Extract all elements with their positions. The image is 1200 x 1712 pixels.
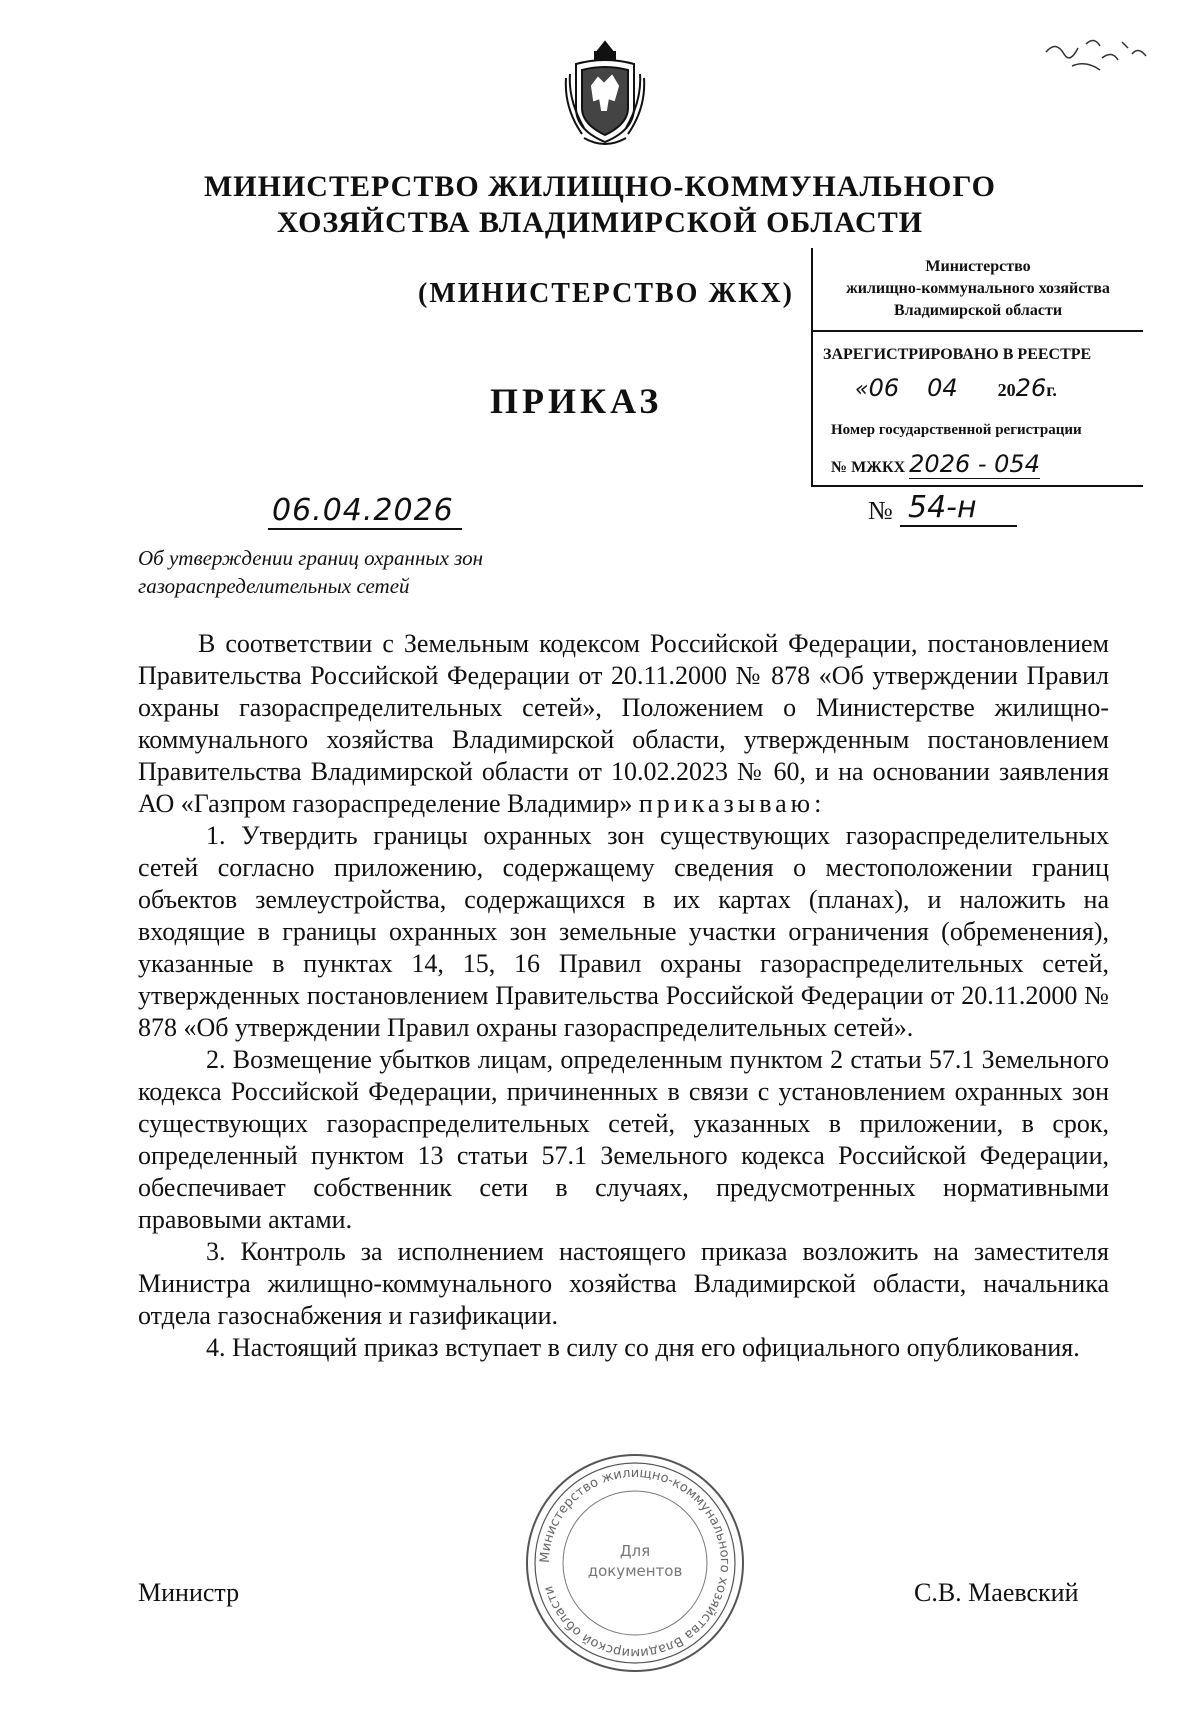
order-number: 54-н xyxy=(900,490,1017,527)
order-item-2: 2. Возмещение убытков лицам, определенным пунктом 2 статьи 57.1 Земельного кодекса Российской Федерации, причиненных в связи с установлением охранных зон существующих газораспределительных сетей, указанных в приложении, в срок, определенный пунктом 13 статьи 57.1 Земельного кодекса Российской Федерации, обеспечивает собственник сети в случаях, предусмотренных нормативными правовыми актами. xyxy=(138,1045,1109,1234)
signature-position: Министр xyxy=(138,1578,240,1607)
registration-status: ЗАРЕГИСТРИРОВАНО В РЕЕСТРЕ xyxy=(823,346,1092,363)
order-subject-line2: газораспределительных сетей xyxy=(138,574,410,598)
order-body xyxy=(138,628,1109,1364)
registration-date-quote: « xyxy=(855,377,869,402)
preamble-text: В соответствии с Земельным кодексом Российской Федерации, постановлением Правительства Российской Федерации от 20.11.2000 № 878 «Об утверждении Правил охраны газораспределительных сетей», Положением о Министерстве жилищно-коммунального хозяйства Владимирской области, утвержденным постановлением Правительства Владимирской области от 10.02.2023 № 60, и на основании заявления АО «Газпром газораспределение Владимир» xyxy=(138,629,1109,818)
registration-org xyxy=(813,256,1143,322)
order-item-4: 4. Настоящий приказ вступает в силу со дня его официального опубликования. xyxy=(206,1333,1080,1362)
document-type-title: ПРИКАЗ xyxy=(490,381,663,421)
scribble-mark xyxy=(1042,30,1162,80)
stamp-center-line2: документов xyxy=(587,1562,683,1580)
stamp-ring-text: Министерство жилищно-коммунального хозяйства Владимирской области xyxy=(537,1465,733,1661)
order-date: 06.04.2026 xyxy=(268,493,462,530)
registration-box xyxy=(811,248,1143,487)
order-subject-line1: Об утверждении границ охранных зон xyxy=(138,546,484,570)
order-item-3: 3. Контроль за исполнением настоящего приказа возложить на заместителя Министра жилищно-коммунального хозяйства Владимирской области, начальника отдела газоснабжения и газификации. xyxy=(138,1237,1109,1330)
order-item-1: 1. Утвердить границы охранных зон существующих газораспределительных сетей согласно приложению, содержащему сведения о местоположении границ объектов землеустройства, содержащихся в их картах (планах), и наложить на входящие в границы охранных зон земельные участки ограничения (обременения), указанные в пунктах 14, 15, 16 Правил охраны газораспределительных сетей, утвержденных постановлением Правительства Российской Федерации от 20.11.2000 № 878 «Об утверждении Правил охраны газораспределительных сетей». xyxy=(138,821,1109,1042)
registration-year-suffix: 26 xyxy=(1015,374,1047,402)
ministry-title-line1: МИНИСТЕРСТВО ЖИЛИЩНО-КОММУНАЛЬНОГО xyxy=(203,170,997,203)
registration-number xyxy=(831,450,1040,478)
order-number-label: № xyxy=(868,496,893,525)
registration-date-month: 04 xyxy=(927,374,958,402)
coat-of-arms-emblem xyxy=(562,38,648,150)
registration-year-end: г. xyxy=(1046,380,1057,400)
registration-number-value: 2026 - 054 xyxy=(909,450,1040,478)
registration-date-day: 06 xyxy=(868,374,900,402)
registration-org-line3: Владимирской области xyxy=(893,302,1063,319)
registration-year-prefix: 20 xyxy=(997,380,1016,400)
order-subject xyxy=(138,544,638,600)
ministry-title-line2: ХОЗЯЙСТВА ВЛАДИМИРСКОЙ ОБЛАСТИ xyxy=(276,206,924,239)
registration-org-line2: жилищно-коммунального хозяйства xyxy=(846,280,1110,297)
ministry-short-name: (МИНИСТЕРСТВО ЖКХ) xyxy=(418,278,794,309)
registration-org-line1: Министерство xyxy=(925,258,1031,275)
preamble-paragraph xyxy=(138,628,1109,820)
official-round-stamp xyxy=(520,1448,750,1678)
registration-date xyxy=(855,374,1057,402)
signature-name: С.В. Маевский xyxy=(914,1578,1079,1607)
command-word: приказываю: xyxy=(638,789,826,818)
registration-divider xyxy=(813,330,1143,332)
registration-number-label: Номер государственной регистрации xyxy=(831,422,1082,438)
registration-number-prefix: № МЖКХ xyxy=(831,459,906,476)
stamp-center-line1: Для xyxy=(619,1542,651,1560)
